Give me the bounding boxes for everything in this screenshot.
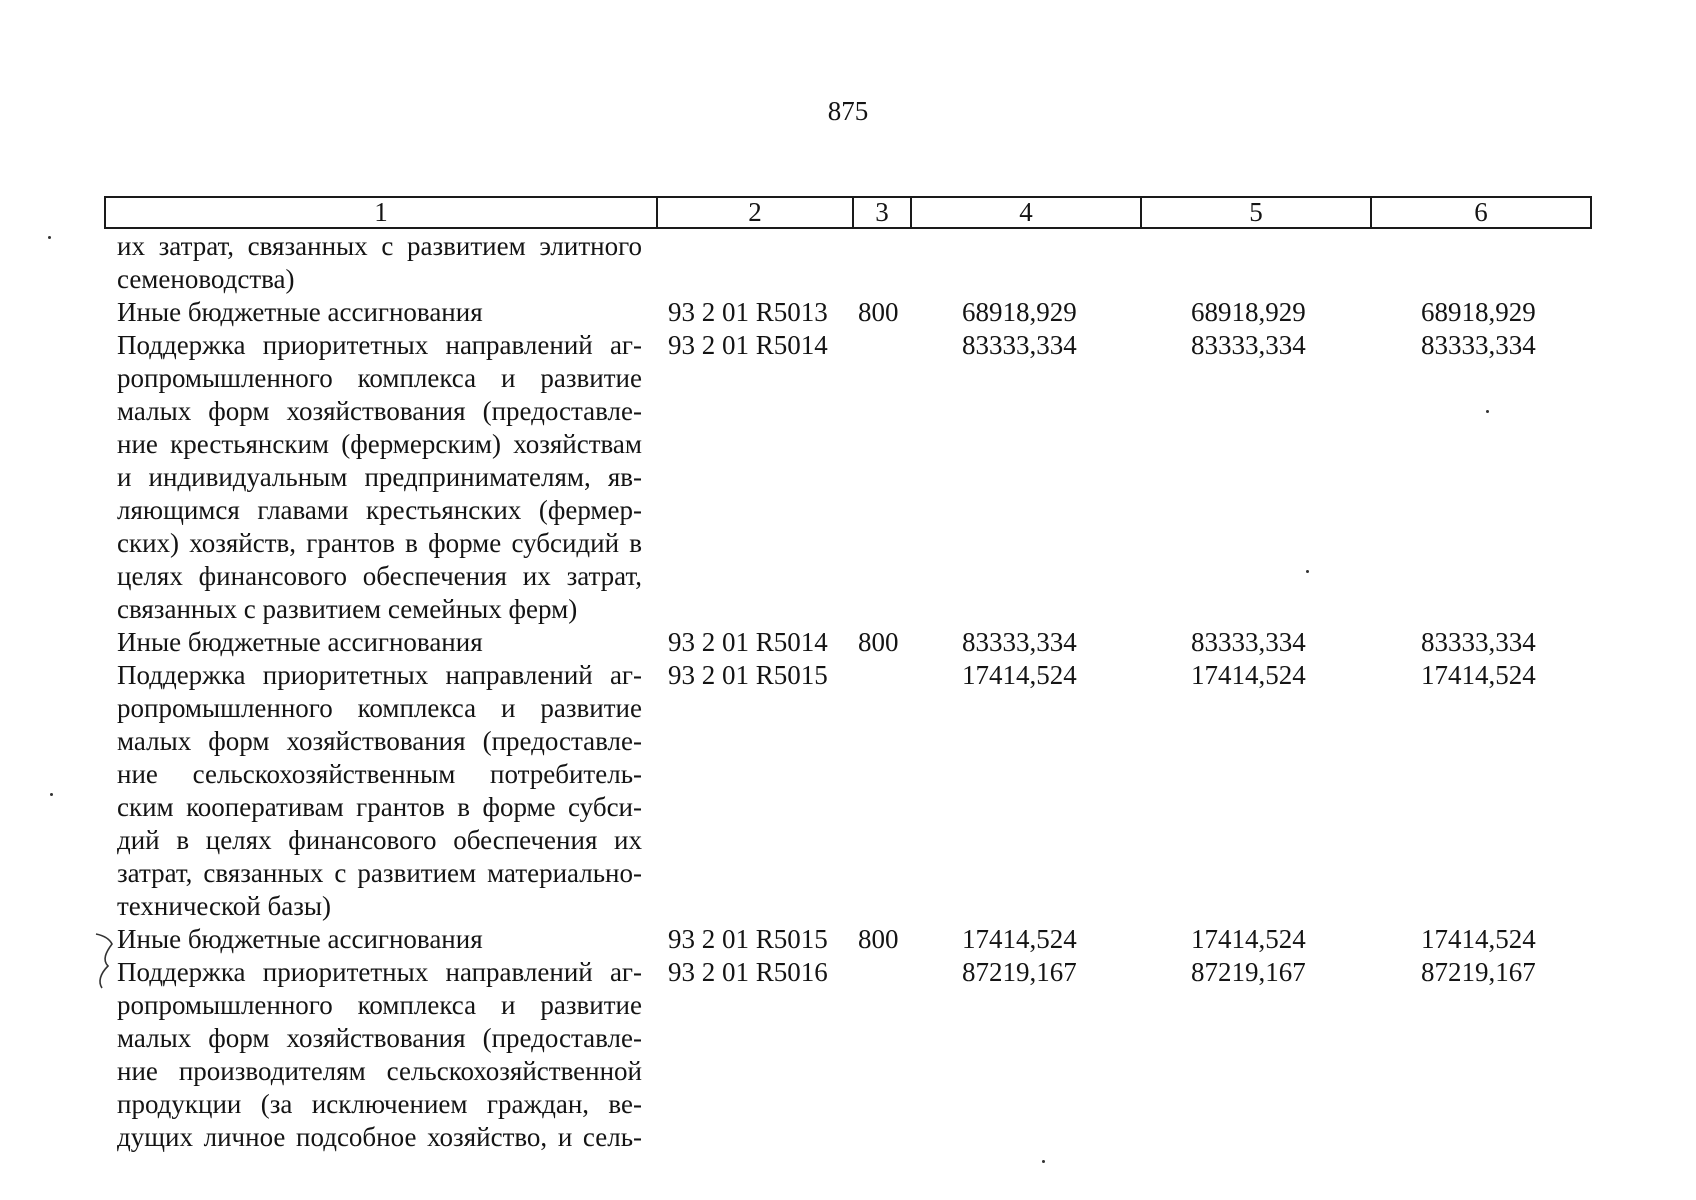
- amount-col4: 83333,334: [962, 330, 1077, 360]
- amount-col5: 87219,167: [1191, 957, 1306, 987]
- description-line: Иные бюджетные ассигнования: [117, 297, 483, 327]
- description-line: дущих личное подсобное хозяйство, и сель-: [117, 1122, 642, 1152]
- description-line: семеноводства): [117, 264, 295, 294]
- amount-col4: 17414,524: [962, 924, 1077, 954]
- description-line: Иные бюджетные ассигнования: [117, 627, 483, 657]
- scan-speck: [1306, 570, 1309, 573]
- amount-col6: 87219,167: [1421, 957, 1536, 987]
- target-code: 93 2 01 R5015: [668, 660, 828, 690]
- description-line: ским кооперативам грантов в форме субси-: [117, 792, 642, 822]
- row-description: [117, 329, 642, 626]
- handwritten-bracket-mark: [92, 930, 122, 990]
- description-line: ских) хозяйств, грантов в форме субсидий в: [117, 528, 642, 558]
- description-line: дий в целях финансового обеспечения их: [117, 825, 642, 855]
- column-header-6: 6: [1371, 197, 1591, 228]
- description-line: продукции (за исключением граждан, ве-: [117, 1089, 642, 1119]
- page-number: 875: [827, 96, 869, 126]
- description-line: Иные бюджетные ассигнования: [117, 924, 483, 954]
- description-line: ропромышленного комплекса и развитие: [117, 693, 642, 723]
- description-line: ние крестьянским (фермерским) хозяйствам: [117, 429, 642, 459]
- row-description: [117, 230, 642, 296]
- amount-col5: 83333,334: [1191, 627, 1306, 657]
- column-header-3: 3: [853, 197, 911, 228]
- amount-col5: 17414,524: [1191, 924, 1306, 954]
- row-description: [117, 296, 642, 329]
- table-row: [0, 659, 1696, 923]
- target-code: 93 2 01 R5015: [668, 924, 828, 954]
- amount-col6: 17414,524: [1421, 924, 1536, 954]
- description-line: Поддержка приоритетных направлений аг-: [117, 330, 642, 360]
- scan-speck: [1486, 410, 1489, 413]
- amount-col4: 17414,524: [962, 660, 1077, 690]
- description-line: технической базы): [117, 891, 332, 921]
- description-line: ропромышленного комплекса и развитие: [117, 363, 642, 393]
- column-header-row: [105, 197, 1591, 228]
- row-description: [117, 626, 642, 659]
- scan-speck: [50, 793, 53, 796]
- target-code: 93 2 01 R5013: [668, 297, 828, 327]
- column-header-2: 2: [657, 197, 853, 228]
- column-header-5: 5: [1141, 197, 1371, 228]
- description-line: ние производителям сельскохозяйственной: [117, 1056, 642, 1086]
- table-row: [0, 329, 1696, 626]
- expense-type: 800: [858, 924, 899, 954]
- amount-col5: 17414,524: [1191, 660, 1306, 690]
- description-line: и индивидуальным предпринимателям, яв-: [117, 462, 642, 492]
- column-header-table: [104, 196, 1592, 229]
- table-row: [0, 296, 1696, 329]
- column-header-1: 1: [105, 197, 657, 228]
- amount-col6: 68918,929: [1421, 297, 1536, 327]
- target-code: 93 2 01 R5016: [668, 957, 828, 987]
- description-line: ние сельскохозяйственным потребитель-: [117, 759, 642, 789]
- table-row: [0, 923, 1696, 956]
- description-line: ропромышленного комплекса и развитие: [117, 990, 642, 1020]
- row-description: [117, 659, 642, 923]
- description-line: затрат, связанных с развитием материально-: [117, 858, 642, 888]
- amount-col6: 83333,334: [1421, 627, 1536, 657]
- amount-col5: 68918,929: [1191, 297, 1306, 327]
- amount-col6: 17414,524: [1421, 660, 1536, 690]
- expense-type: 800: [858, 627, 899, 657]
- table-row: [0, 230, 1696, 296]
- table-row: [0, 626, 1696, 659]
- amount-col5: 83333,334: [1191, 330, 1306, 360]
- description-line: их затрат, связанных с развитием элитного: [117, 231, 642, 261]
- amount-col6: 83333,334: [1421, 330, 1536, 360]
- description-line: целях финансового обеспечения их затрат,: [117, 561, 642, 591]
- row-description: [117, 956, 642, 1154]
- row-description: [117, 923, 642, 956]
- column-header-4: 4: [911, 197, 1141, 228]
- description-line: малых форм хозяйствования (предоставле-: [117, 726, 642, 756]
- budget-table-body: [0, 230, 1696, 1154]
- amount-col4: 83333,334: [962, 627, 1077, 657]
- description-line: Поддержка приоритетных направлений аг-: [117, 660, 642, 690]
- description-line: малых форм хозяйствования (предоставле-: [117, 1023, 642, 1053]
- target-code: 93 2 01 R5014: [668, 627, 828, 657]
- target-code: 93 2 01 R5014: [668, 330, 828, 360]
- scan-speck: [1042, 1160, 1045, 1163]
- description-line: малых форм хозяйствования (предоставле-: [117, 396, 642, 426]
- description-line: Поддержка приоритетных направлений аг-: [117, 957, 642, 987]
- description-line: ляющимся главами крестьянских (фермер-: [117, 495, 642, 525]
- table-row: [0, 956, 1696, 1154]
- scan-speck: [48, 236, 51, 239]
- amount-col4: 68918,929: [962, 297, 1077, 327]
- amount-col4: 87219,167: [962, 957, 1077, 987]
- description-line: связанных с развитием семейных ферм): [117, 594, 578, 624]
- expense-type: 800: [858, 297, 899, 327]
